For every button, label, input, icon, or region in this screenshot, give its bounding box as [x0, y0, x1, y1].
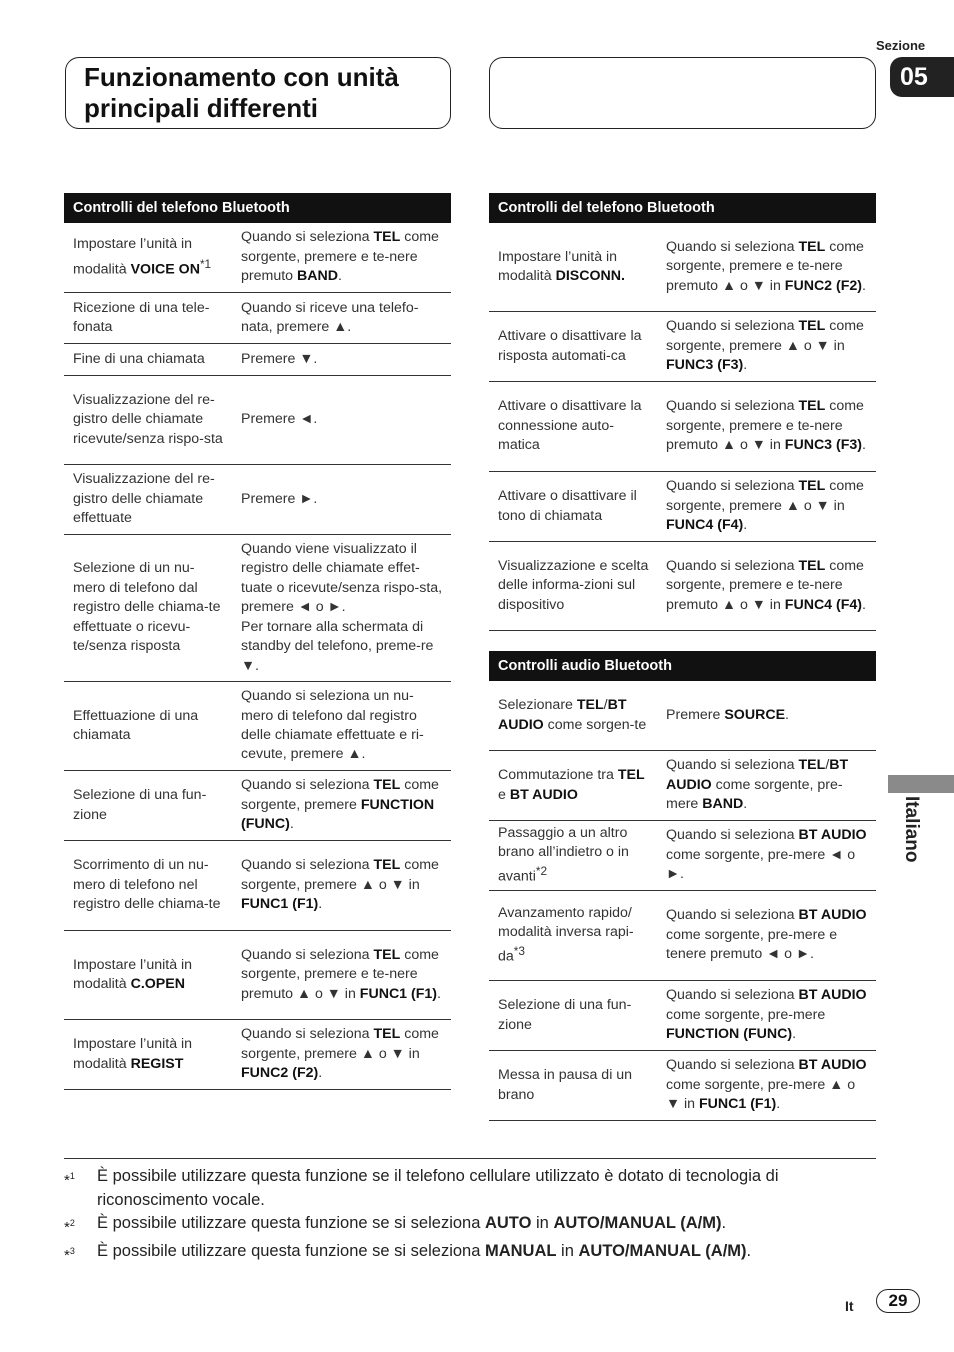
- table-row: [64, 344, 451, 376]
- operation-cell: Quando si seleziona un nu-mero di telefono dal registro delle chiamate effettuate e ri-cevute, premere ▲.: [241, 688, 424, 763]
- table-row: [64, 465, 451, 535]
- operation-cell: Quando si seleziona TEL come sorgente, premere ▲ o ▼ in FUNC2 (F2).: [241, 1026, 439, 1082]
- operation-cell: Quando si seleziona TEL come sorgente, premere ▲ o ▼ in FUNC3 (F3).: [666, 318, 864, 374]
- operation-cell: Premere ▼.: [241, 350, 318, 367]
- table-row: [489, 821, 876, 891]
- table-row: [489, 472, 876, 542]
- operation-cell: Quando si seleziona TEL/BT AUDIO come sorgente, pre-mere BAND.: [666, 757, 849, 813]
- operation-cell: Premere SOURCE.: [666, 706, 789, 723]
- operation-cell: Quando si seleziona TEL come sorgente, premere e te-nere premuto ▲ o ▼ in FUNC4 (F4).: [666, 557, 866, 613]
- table-row: [64, 223, 451, 293]
- language-label: Italiano: [901, 796, 922, 863]
- table-row: [64, 293, 451, 344]
- table-row: [64, 931, 451, 1020]
- operation-cell: Quando si seleziona TEL come sorgente, premere e te-nere premuto ▲ o ▼ in FUNC1 (F1).: [241, 946, 441, 1002]
- operation-cell: Quando si seleziona TEL come sorgente, premere e te-nere premuto ▲ o ▼ in FUNC3 (F3).: [666, 398, 866, 454]
- footnote-marker: *$^2$: [64, 1218, 75, 1236]
- function-cell: Effettuazione di una chiamata: [73, 707, 199, 743]
- section-number-badge: 05: [890, 57, 954, 97]
- language-tab-marker: [888, 775, 954, 793]
- function-cell: Impostare l’unità in modalità DISCONN.: [498, 248, 625, 284]
- page-title-box: [65, 57, 451, 129]
- table-row: [489, 382, 876, 472]
- page-title-line2: principali differenti: [84, 93, 319, 123]
- table-row: [64, 841, 451, 931]
- function-cell: Avanzamento rapido/ modalità inversa rapi-$da^{*3}$: [498, 904, 634, 966]
- table-row: [489, 981, 876, 1051]
- table-row: [489, 1051, 876, 1121]
- footnote-text: È possibile utilizzare questa funzione se il telefono cellulare utilizzato è dotato di tecnologia di riconoscimento vocale.: [97, 1167, 779, 1209]
- section-label: Sezione: [876, 38, 926, 53]
- table-row: [489, 751, 876, 821]
- right-column: [489, 193, 876, 1121]
- function-cell: Impostare l’unità in modalità VOICE ON$^{*1}$: [73, 236, 212, 278]
- operation-cell: Quando si seleziona TEL come sorgente, premere ▲ o ▼ in FUNC1 (F1).: [241, 857, 439, 913]
- function-cell: Fine di una chiamata: [73, 350, 205, 367]
- table-row: [489, 681, 876, 751]
- footnote: [64, 1212, 876, 1240]
- table-row: [489, 542, 876, 631]
- function-cell: Selezionare TEL/BT AUDIO come sorgen-te: [498, 697, 647, 733]
- footnote-text: È possibile utilizzare questa funzione se si seleziona MANUAL in AUTO/MANUAL (A/M).: [97, 1241, 752, 1260]
- footnote-marker: *$^1$: [64, 1171, 75, 1189]
- function-cell: Ricezione di una tele-fonata: [73, 299, 210, 335]
- table-row: [64, 771, 451, 841]
- operation-cell: Quando si seleziona TEL come sorgente, premere e te-nere premuto ▲ o ▼ in FUNC2 (F2).: [666, 238, 866, 294]
- function-cell: Impostare l’unità in modalità C.OPEN: [73, 956, 193, 992]
- footer-language-code: It: [845, 1298, 854, 1314]
- footnote: [64, 1240, 876, 1268]
- function-cell: Messa in pausa di un brano: [498, 1067, 633, 1103]
- table-phone-controls-left: [64, 223, 451, 1090]
- function-cell: Visualizzazione del re-gistro delle chiamate ricevute/senza rispo-sta: [73, 391, 223, 447]
- operation-cell: Premere ►.: [241, 490, 318, 507]
- function-cell: Visualizzazione e scelta delle informa-zioni sul dispositivo: [498, 557, 649, 613]
- function-cell: Selezione di un nu-mero di telefono dal registro delle chiama-te effettuate o ricevu-te/senza risposta: [73, 560, 221, 655]
- function-cell: Commutazione tra TEL e BT AUDIO: [498, 767, 645, 803]
- page-title: [84, 62, 432, 124]
- left-column: [64, 193, 451, 1090]
- table-phone-controls-right: [489, 223, 876, 631]
- operation-cell: Premere ◄.: [241, 411, 318, 428]
- function-cell: Selezione di una fun-zione: [73, 787, 207, 823]
- operation-cell: Quando si seleziona BT AUDIO come sorgente, pre-mere ▲ o ▼ in FUNC1 (F1).: [666, 1057, 867, 1113]
- operation-cell: Quando si seleziona TEL come sorgente, premere ▲ o ▼ in FUNC4 (F4).: [666, 478, 864, 534]
- function-cell: Visualizzazione del re-gistro delle chiamate effettuate: [73, 471, 215, 527]
- table-row: [64, 682, 451, 771]
- table-header-phone-controls: Controlli del telefono Bluetooth: [64, 193, 451, 223]
- function-cell: Attivare o disattivare la connessione auto-matica: [498, 398, 642, 454]
- table-audio-controls: [489, 681, 876, 1121]
- header-empty-box: [489, 57, 876, 129]
- table-row: [489, 312, 876, 382]
- operation-cell: Quando si seleziona BT AUDIO come sorgente, pre-mere FUNCTION (FUNC).: [666, 987, 867, 1043]
- function-cell: Attivare o disattivare il tono di chiamata: [498, 488, 637, 524]
- page-title-line1: Funzionamento con unità: [84, 62, 399, 92]
- table-row: [489, 891, 876, 981]
- operation-cell: Quando si seleziona TEL come sorgente, premere e te-nere premuto BAND.: [241, 229, 439, 285]
- function-cell: Attivare o disattivare la risposta automati-ca: [498, 328, 642, 364]
- page-number: 29: [876, 1289, 920, 1313]
- table-row: [64, 376, 451, 465]
- function-cell: Scorrimento di un nu-mero di telefono nel registro delle chiama-te: [73, 857, 221, 913]
- footnote: [64, 1165, 876, 1212]
- function-cell: Passaggio a un altro brano all’indietro o in avanti$^{*2}$: [498, 824, 629, 886]
- function-cell: Impostare l’unità in modalità REGIST: [73, 1036, 193, 1072]
- operation-cell: Quando si seleziona BT AUDIO come sorgente, pre-mere e tenere premuto ◄ o ►.: [666, 907, 867, 963]
- operation-cell: Quando si seleziona BT AUDIO come sorgente, pre-mere ◄ o ►.: [666, 827, 867, 883]
- table-row: [64, 1020, 451, 1090]
- footnote-marker: *$^3$: [64, 1245, 75, 1264]
- operation-cell: Quando viene visualizzato il registro delle chiamate effet-tuate o ricevute/senza rispo-sta, premere ◄ o ►. Per tornare alla schermata di standby del telefono, preme-re ▼.: [241, 541, 443, 674]
- operation-cell: Quando si riceve una telefo-nata, premere ▲.: [241, 299, 419, 335]
- table-row: [64, 535, 451, 682]
- function-cell: Selezione di una fun-zione: [498, 997, 632, 1033]
- operation-cell: Quando si seleziona TEL come sorgente, premere FUNCTION (FUNC).: [241, 777, 439, 833]
- table-header-phone-controls-right: Controlli del telefono Bluetooth: [489, 193, 876, 223]
- footnote-text: È possibile utilizzare questa funzione se si seleziona AUTO in AUTO/MANUAL (A/M).: [97, 1214, 727, 1232]
- table-header-audio-controls: Controlli audio Bluetooth: [489, 651, 876, 681]
- table-row: [489, 223, 876, 312]
- footnotes: [64, 1158, 876, 1267]
